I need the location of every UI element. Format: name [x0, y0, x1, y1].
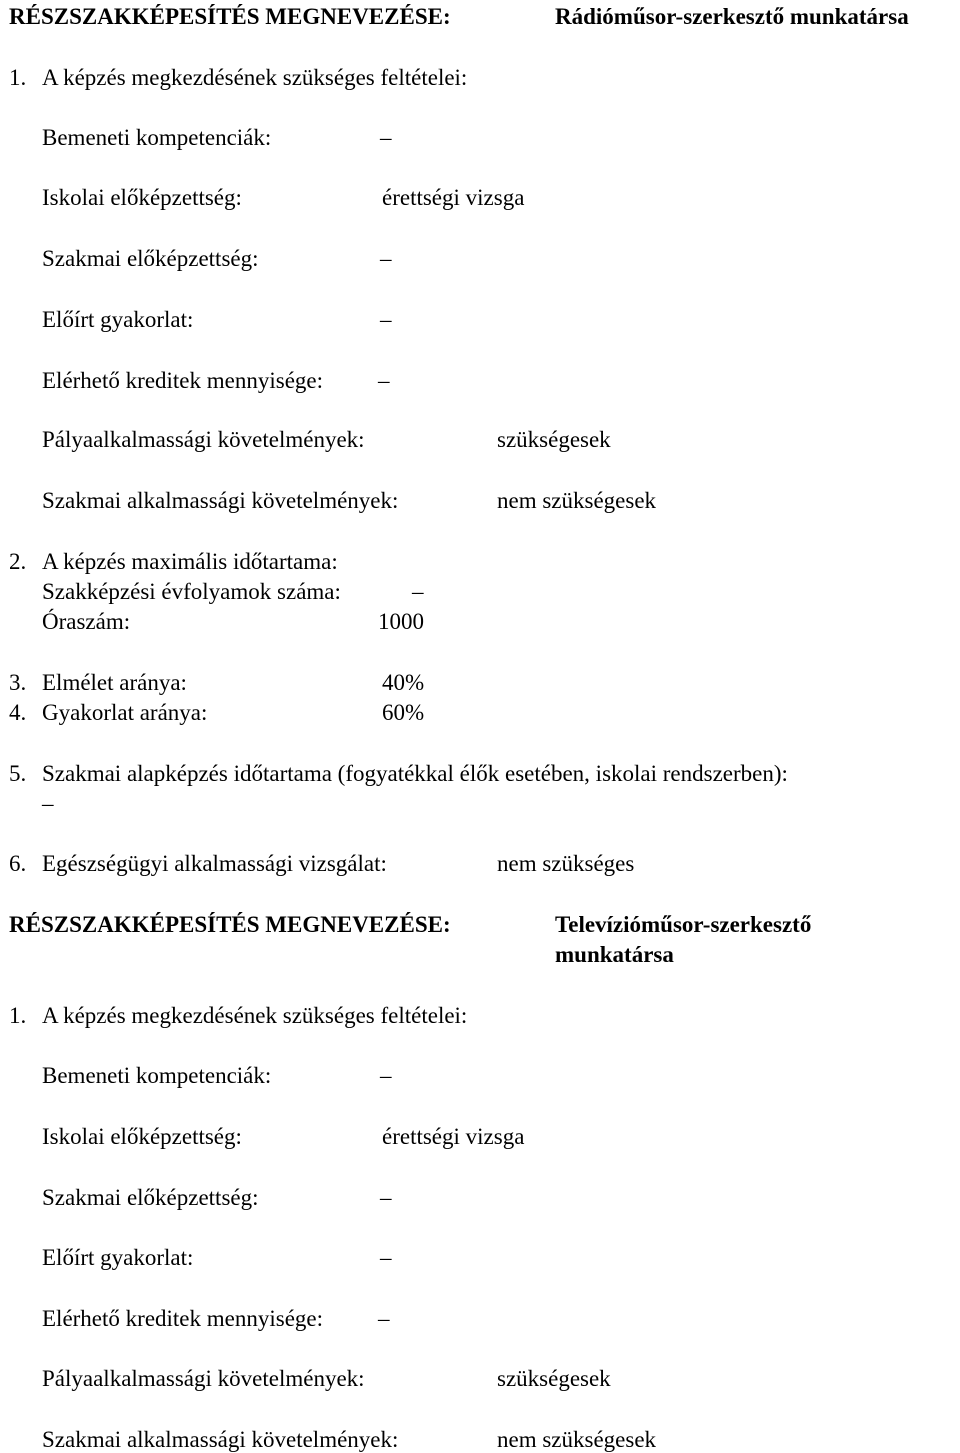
section-number: 6.	[9, 851, 27, 876]
section-number: 1.	[9, 65, 27, 90]
field-label: Pályaalkalmassági követelmények:	[42, 427, 365, 452]
field-label: Elmélet aránya:	[42, 670, 187, 695]
field-value: nem szükségesek	[497, 1427, 657, 1452]
field-value: 60%	[382, 700, 425, 725]
field-label: Szakmai alkalmassági követelmények:	[42, 488, 399, 513]
section-text: Szakmai alapképzés időtartama (fogyatékkal élők esetében, iskolai rendszerben):	[42, 761, 788, 786]
section-number: 3.	[9, 670, 27, 695]
field-value: –	[378, 368, 390, 393]
field-value: 1000	[378, 609, 424, 634]
section-title: A képzés maximális időtartama:	[42, 549, 338, 574]
field-label: Előírt gyakorlat:	[42, 1245, 194, 1270]
field-value: –	[380, 246, 392, 271]
field-label: Szakképzési évfolyamok száma:	[42, 579, 341, 604]
field-value: szükségesek	[497, 427, 611, 452]
qualification-heading-value: Rádióműsor-szerkesztő munkatársa	[555, 4, 909, 29]
field-value: 40%	[382, 670, 425, 695]
field-value: –	[380, 1245, 392, 1270]
field-value: –	[380, 307, 392, 332]
section-number: 4.	[9, 700, 27, 725]
qualification-heading-value: Televízióműsor-szerkesztő	[555, 912, 812, 937]
section-number: 1.	[9, 1003, 27, 1028]
field-label: Bemeneti kompetenciák:	[42, 1063, 272, 1088]
field-label: Elérhető kreditek mennyisége:	[42, 368, 324, 393]
field-value: –	[42, 791, 54, 816]
qualification-heading-value-cont: munkatársa	[555, 942, 674, 967]
field-label: Iskolai előképzettség:	[42, 185, 242, 210]
field-value: nem szükségesek	[497, 488, 657, 513]
field-value: –	[412, 579, 424, 604]
field-label: Szakmai előképzettség:	[42, 1185, 259, 1210]
qualification-heading-label: RÉSZSZAKKÉPESÍTÉS MEGNEVEZÉSE:	[9, 4, 451, 29]
field-label: Elérhető kreditek mennyisége:	[42, 1306, 324, 1331]
field-label: Előírt gyakorlat:	[42, 307, 194, 332]
field-label: Óraszám:	[42, 609, 131, 634]
field-label: Pályaalkalmassági követelmények:	[42, 1366, 365, 1391]
field-value: érettségi vizsga	[382, 185, 525, 210]
field-value: nem szükséges	[497, 851, 635, 876]
field-label: Iskolai előképzettség:	[42, 1124, 242, 1149]
field-label: Gyakorlat aránya:	[42, 700, 208, 725]
field-label: Szakmai alkalmassági követelmények:	[42, 1427, 399, 1452]
field-value: –	[378, 1306, 390, 1331]
field-value: –	[380, 1063, 392, 1088]
field-label: Bemeneti kompetenciák:	[42, 125, 272, 150]
qualification-heading-label: RÉSZSZAKKÉPESÍTÉS MEGNEVEZÉSE:	[9, 912, 451, 937]
field-label: Egészségügyi alkalmassági vizsgálat:	[42, 851, 387, 876]
field-value: –	[380, 1185, 392, 1210]
section-title: A képzés megkezdésének szükséges feltételei:	[42, 65, 468, 90]
section-title: A képzés megkezdésének szükséges feltételei:	[42, 1003, 468, 1028]
field-label: Szakmai előképzettség:	[42, 246, 259, 271]
section-number: 2.	[9, 549, 27, 574]
field-value: –	[380, 125, 392, 150]
field-value: érettségi vizsga	[382, 1124, 525, 1149]
section-number: 5.	[9, 761, 27, 786]
field-value: szükségesek	[497, 1366, 611, 1391]
